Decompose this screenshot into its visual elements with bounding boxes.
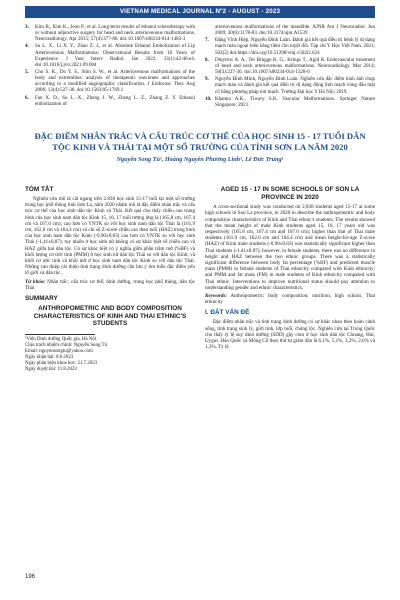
page-number: 196 (25, 574, 36, 580)
keywords-label: Từ khóa: (25, 278, 46, 285)
reference-continuation: arteriovenous malformations of the mandible. AJNR Am J Neuroradiol. Jun 2009; 30(6):1178-83. doi:10.3174/ajnr.A1539 (215, 24, 375, 37)
introduction-text: Đặc điểm nhân trắc và tình trạng dinh dưỡng có sự khác nhau theo hoàn cảnh sống, tình trạng sinh lý, giới tính, lớp tuổi, chủng tộc. Nghiên cứu tại Trung Quốc cho thấy tỷ lệ suy dinh dưỡng (SDD) gầy còm ở học sinh dân tộc Choang, Hui, Uygur, Hán Quốc và Mông Cổ theo thứ tự giảm dần là 6,1%, 5,1%, 3,2%, 2,6% và 1,3%. Tỷ lệ (205, 319, 375, 351)
footnote-line: Ngày phản biện khoa học: 21.7.2023 (25, 360, 98, 366)
reference-item (205, 96, 375, 108)
reference-item (25, 69, 195, 93)
footnote-divider (25, 334, 95, 335)
introduction-heading: I. ĐẶT VẤN ĐỀ (205, 309, 250, 317)
reference-number: 7. (205, 37, 209, 44)
reference-number: 9. (205, 76, 209, 83)
reference-number: 10. (205, 95, 212, 102)
keywords-en-label: Keywords: (205, 293, 228, 300)
reference-text: Kim B., Kim K., Jeon P., et al. Long-term results of ethanol sclerotherapy with or without adjunctive surgery for head and neck arteriovenous malformations. Neuroradiology. Apr 2015; 57(4):377-86. doi:10.1007/s00234-014-1483-3 (35, 24, 195, 43)
abstract-heading: TÓM TẮT (25, 186, 54, 193)
reference-text: Nguyễn Đình Minh, Nguyễn Đình Luân. Nghiên cứu đặc điểm hình ảnh chụp mạch máu và đánh giá kết quả điều trị dị dạng động tĩnh mạch vùng đầu mặt cổ bằng phương pháp nút mạch. Trường Đại học Y Hà Nội; 2019. (215, 76, 375, 95)
article-authors: Nguyễn Song Tú¹, Hoàng Nguyễn Phương Linh¹, Lê Đức Trung¹ (116, 156, 284, 163)
reference-item (25, 95, 195, 107)
reference-item (205, 37, 375, 55)
reference-number: 3. (25, 24, 29, 30)
footnotes (25, 337, 195, 373)
footnote-line: Ngày nhận bài: 8.6.2023 (25, 354, 74, 360)
references-left-column (25, 24, 195, 108)
journal-header: VIETNAM MEDICAL JOURNAL Nº2 - AUGUST - 2023 (25, 6, 375, 18)
article-title-block (25, 131, 375, 163)
reference-text: Fan X. D., Su L. X., Zheng J. W., Zheng L. Z., Zhang Z. Y. Ethanol embolization of (35, 94, 195, 107)
keywords-en-text: Anthropometric; body composition; nutrition, high school, Thai ethnicity (205, 293, 375, 306)
body-right-column (205, 184, 375, 352)
reference-text: Cho S. K., Do Y. S., Shin S. W., et al. Arteriovenous malformations of the body and extremities: analysis of therapeutic outcomes and approaches according to a modified angiographic classification. J Endovasc Ther. Aug 2006; 13(4):527-38. doi:10.1583/05-1769.1 (35, 69, 195, 94)
reference-number: 6. (25, 94, 29, 101)
keywords-vn (25, 279, 195, 291)
abstract-text: Nghiên cứu mô tả cắt ngang trên 2.838 học sinh 15-17 tuổi tại một số trường trung học phổ thông tỉnh Sơn La, năm 2020 nhằm mô tả đặc điểm nhân trắc và cấu trúc cơ thể của học sinh dân tộc Kinh và Thái. Kết quả cho thấy chiều cao trung bình của học sinh nam dân tộc Kinh 15, 16, 17 tuổi tương ứng là (165,8 cm, 167,4 cm và 167,0 cm); cao hơn có YNTK so với học sinh nam dân tộc Thái là (161,9 cm, 162,0 cm và 164,4 cm) và chỉ số Z-score chiều cao theo tuổi (HAZ) trung bình của học sinh nam dân tộc Kinh (-0,90±0,83) cao hơn có YNTK so với học sinh Thái (-1,41±0,87); tuy nhiên ở học sinh nữ không có sự khác biệt về chiều cao và HAZ giữa hai dân tộc. Có sự khác biệt có ý nghĩa giữa phần trăm mỡ (%BF) và khối lượng cơ ước tính (PMM) ở học sinh nữ dân tộc Thái so với dân tộc Kinh; và khối cơ ước tính và khối mỡ ở học sinh nam dân tộc Kinh so với dân tộc Thái. Những can thiệp cải thiện tình trạng dinh dưỡng cần lưu ý tìm hiểu đặc điểm yếu tố giới và dân tộc. (25, 196, 195, 277)
footnote-line: ¹Viện Dinh dưỡng Quốc gia, Hà Nội (25, 336, 97, 342)
footnote-line: Chịu trách nhiệm chính: Nguyễn Song Tú (25, 342, 107, 348)
reference-number: 8. (205, 56, 209, 63)
reference-text: Đặng Vĩnh Hiệp, Nguyễn Đình Luân. Đánh giá kết quả điều trị bệnh lý dị dạng mạch máu ngoại biên bằng tiêm cồn tuyệt đối. Tạp chí Y Học Việt Nam. 2021; 502(2) doi:https://doi.org/10.51298/vmj.v502i2.624 (215, 37, 375, 56)
reference-number: 5. (25, 69, 29, 76)
article-title: ĐẶC ĐIỂM NHÂN TRẮC VÀ CẤU TRÚC CƠ THỂ CỦA HỌC SINH 15 - 17 TUỔI DÂN TỘC KINH VÀ THÁI TẠI MỘT SỐ TRƯỜNG CỦA TỈNH SƠN LA NĂM 2020 (34, 131, 366, 152)
reference-item (25, 43, 195, 67)
reference-text: Khanna A.K., Tiwary S.K. Vascular Malformations. Springer Nature Singapore; 2021. (215, 95, 375, 108)
summary-title: ANTHROPOMETRIC AND BODY COMPOSITION CHARACTERISTICS OF KINH AND THAI ETHNIC'S STUDENTS (33, 305, 187, 328)
footnote-line: Ngày duyệt bài: 11.8.2023 (25, 366, 77, 372)
keywords-text: Nhân trắc; cấu trúc cơ thể; dinh dưỡng, trung học phổ thông, dân tộc Thái (25, 278, 196, 291)
body-left-column (25, 184, 195, 373)
reference-text: Su L. X., Li X. Y., Zhao Z. J., et al. Absolute Ethanol Embolization of Lip Arteriovenous Malformations: Observational Results from 10 Years of Experience. J Vasc Interv Radiol. Jan 2022; 33(1):42-48.e4. doi:10.1016/j.jvir.2021.09.004 (35, 43, 195, 68)
reference-text: Dmytriw A. A., Ter Brugge K. G., Krings T., Agid R. Endovascular treatment of head and neck arteriovenous malformations. Neuroradiology. Mar 2014; 56(3):227-36. doi:10.1007/s00234-014-1328-0 (215, 56, 375, 76)
footnote-line: Email: nguyensongtu@yahoo.com (25, 348, 93, 354)
reference-item (25, 24, 195, 42)
reference-item (205, 57, 375, 75)
abstract-english: A cross-sectional study was conducted on 2,838 students aged 15-17 at some high schools in Son La province, in 2020 to describe the anthropometric and body composition characteristics of Kinh and Thai ethnic's students. The results showed that the mean height of male Kinh students aged 15, 16, 17 years old was respectively (165.8 cm, 167.4 cm and 167.0 cm); higher than that of Thai male students (161.9 cm, 162.0 cm and 164.4 cm) and mean height-for-age Z-score (HAZ) of Kinh male students (-0.90±0.83) was statistically significant higher than Thai students (-1.41±0.87); however, in female students, there was no difference in height and HAZ between the two ethnic groups. There was a statistically significant difference between body fat percentage (%BF) and predicted muscle mass (PMM) in female students of Thai ethnicity compared with Kinh ethnicity; and PMM and fat mass (FM) in male students of Kinh ethnicity compared with Thai ethnic. Interventions to improve nutritional status should pay attention to understanding gender and ethnic characteristics. (205, 204, 375, 291)
keywords-en (205, 293, 375, 305)
summary-title-continued: AGED 15 - 17 IN SOME SCHOOLS OF SON LA PROVINCE IN 2020 (220, 186, 360, 201)
references-right-column (205, 24, 375, 109)
summary-heading: SUMMARY (25, 295, 58, 303)
reference-number: 4. (25, 43, 29, 50)
reference-item (205, 76, 375, 94)
